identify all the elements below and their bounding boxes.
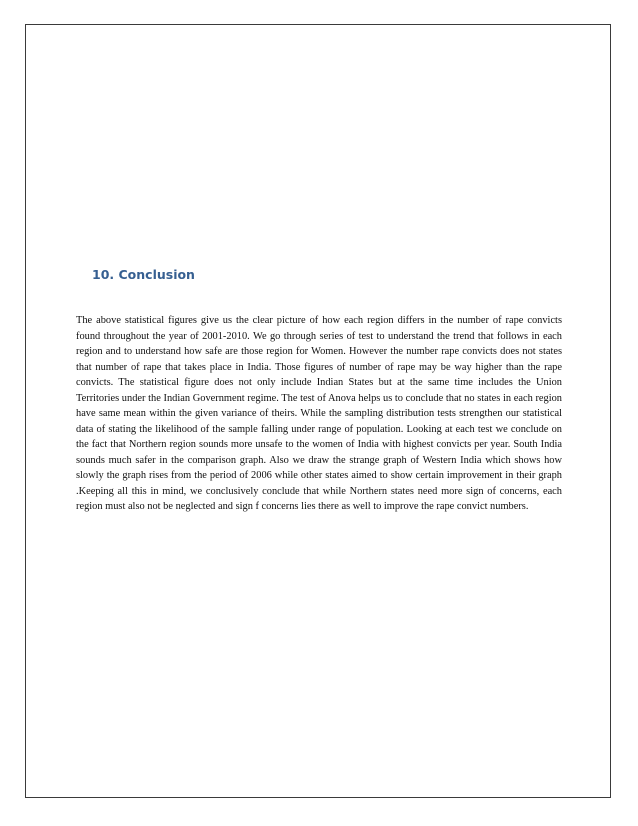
section-heading: 10. Conclusion bbox=[92, 267, 195, 282]
conclusion-paragraph: The above statistical figures give us the clear picture of how each region differs in the number of rape convicts found throughout the year of 2001-2010. We go through series of test to understand the trend that follows in each region and to understand how safe are those region for Women. However the number rape convicts does not states that number of rape that takes place in India. Those figures of number of rape may be way higher than the rape convicts. The statistical figure does not only include Indian States but at the same time includes the Union Territories under the Indian Government regime. The test of Anova helps us to conclude that no states in each region have same mean within the given variance of theirs. While the sampling distribution tests strengthen our statistical data of stating the likelihood of the sample falling under range of population. Looking at each test we conclude on the fact that Northern region sounds more unsafe to the women of India with highest convicts per year. South India sounds much safer in the comparison graph. Also we draw the strange graph of Western India which shows how slowly the graph rises from the period of 2006 while other states aimed to show certain improvement in their graph .Keeping all this in mind, we conclusively conclude that while Northern states need more sign of concerns, each region must also not be neglected and sign f concerns lies there as well to improve the rape convict numbers. bbox=[76, 315, 562, 512]
